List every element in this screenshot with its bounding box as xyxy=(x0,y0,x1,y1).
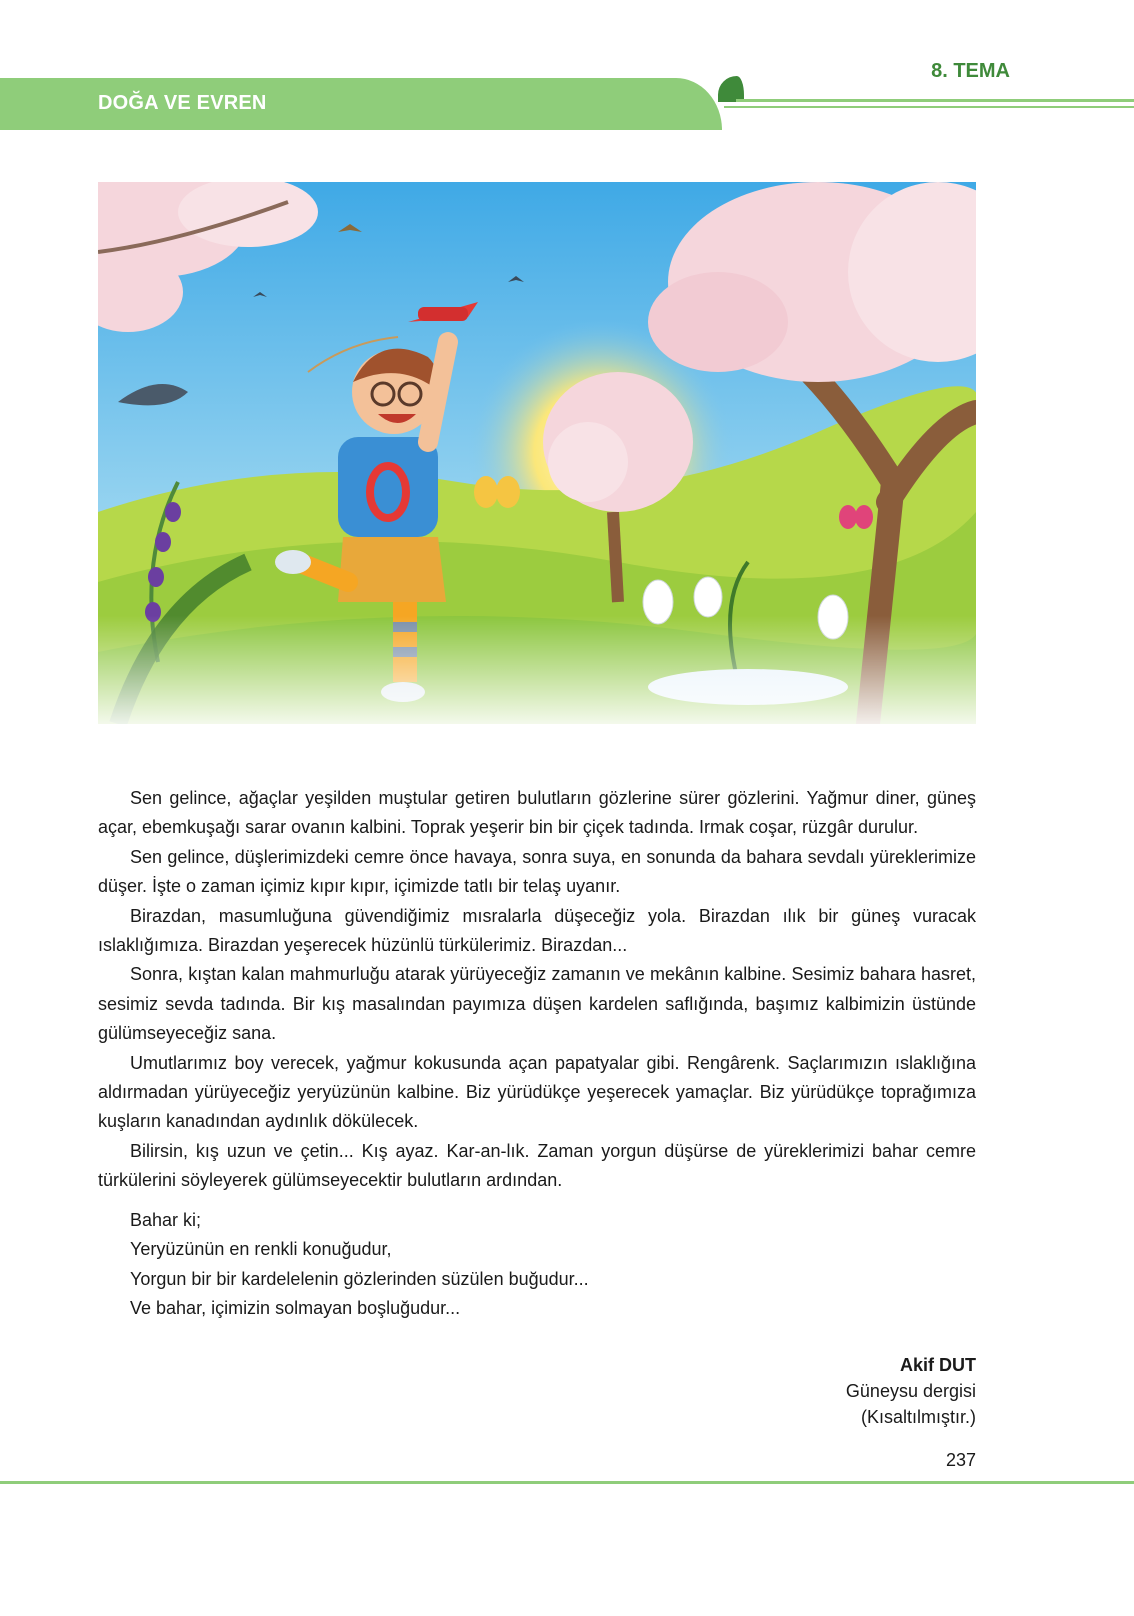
author-name: Akif DUT xyxy=(900,1355,976,1375)
abridged-note: (Kısaltılmıştır.) xyxy=(860,1407,976,1427)
poem-line: Ve bahar, içimizin solmayan boşluğudur... xyxy=(130,1298,461,1319)
paragraph: Sen gelince, düşlerimizdeki cemre önce havaya, sonra suya, en sonunda da bahara sevdalı yüreklerimize düşer. İşte o zaman içimiz kıpır kıpır, içimizde tatlı bir telaş uyanır. xyxy=(98,846,976,897)
signature-block xyxy=(846,1352,976,1430)
header-rule-bottom xyxy=(724,106,1134,108)
paragraph: Umutlarımız boy verecek, yağmur kokusunda açan papatyalar gibi. Rengârenk. Saçlarımızın ıslaklığına aldırmadan yürüyeceğiz yeryüzünün kalbine. Biz yürüdükçe yeşerecek yamaçlar. Biz yürüdükçe toprağımıza kuşların kanadından aydınlık dökülecek. xyxy=(98,1052,976,1132)
theme-label: 8. TEMA xyxy=(931,60,1010,82)
illustration-drawing xyxy=(98,182,976,724)
source-name: Güneysu dergisi xyxy=(845,1381,976,1401)
paragraph: Bilirsin, kış uzun ve çetin... Kış ayaz. Kar-an-lık. Zaman yorgun düşürse de yüreklerimizi bahar cemre türkülerini söyleyerek gülümseyecektir bulutların ardından. xyxy=(98,1140,976,1191)
spring-illustration xyxy=(98,182,976,724)
paragraph: Sonra, kıştan kalan mahmurluğu atarak yürüyeceğiz zamanın ve mekânın kalbine. Sesimiz bahara hasret, sesimiz sevda tadında. Bir kış masalından payımıza düşen kardelen saflığında, başımız kalbimizin üstünde gülümseyeceğiz sana. xyxy=(98,964,976,1044)
article-body xyxy=(98,784,976,1196)
illustration-fade xyxy=(98,182,976,724)
page-number: 237 xyxy=(945,1450,976,1470)
paragraph: Sen gelince, ağaçlar yeşilden muştular getiren bulutların gözlerine sürer gözlerini. Yağmur diner, güneş açar, ebemkuşağı sarar ovanın kalbini. Toprak yeşerir bin bir çiçek tadında. Irmak coşar, rüzgâr durulur. xyxy=(98,788,976,838)
poem-line: Bahar ki; xyxy=(130,1210,202,1230)
section-title: DOĞA VE EVREN xyxy=(98,92,267,114)
footer-rule xyxy=(0,1481,1134,1484)
paragraph: Birazdan, masumluğuna güvendiğimiz mısralarla düşeceğiz yola. Birazdan ılık bir güneş vuracak ıslaklığımıza. Birazdan yeşerecek hüzünlü türkülerimiz. Birazdan... xyxy=(98,905,976,956)
header-rule-top xyxy=(736,99,1134,102)
poem-line: Yorgun bir bir kardelelenin gözlerinden süzülen buğudur... xyxy=(130,1268,589,1289)
poem-block xyxy=(130,1206,589,1324)
poem-line: Yeryüzünün en renkli konuğudur, xyxy=(130,1239,392,1260)
